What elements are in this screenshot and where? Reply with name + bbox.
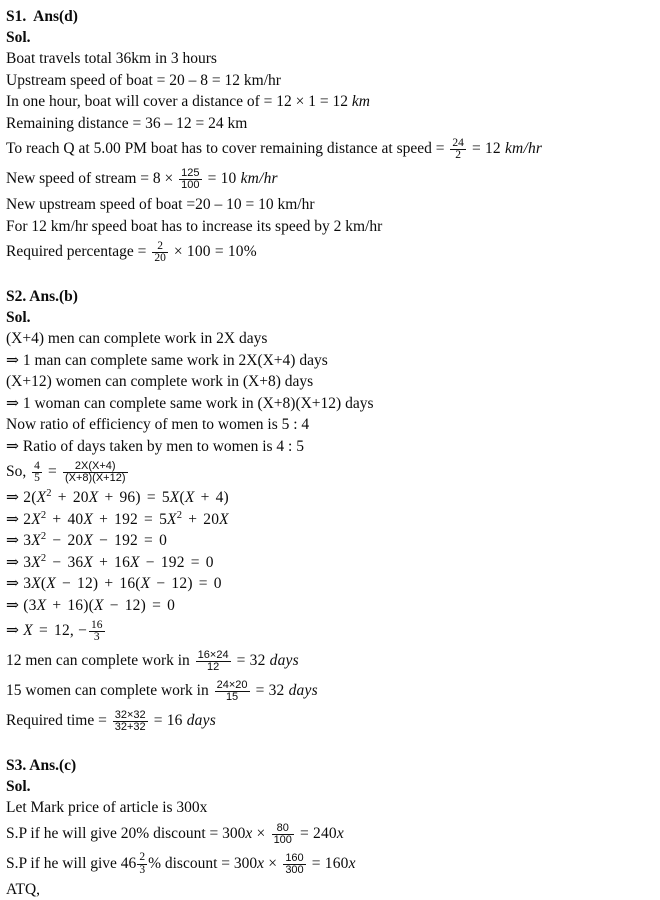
- line-variable: x: [257, 855, 264, 872]
- line-text: ⇒ $3X^2 - 36X + 16X - 192 = 0$: [6, 554, 214, 571]
- line-text: 15 women can complete work in: [6, 682, 213, 699]
- fraction: [152, 241, 168, 265]
- fraction: [196, 650, 231, 673]
- line-text: × 100 = 10%: [170, 243, 257, 260]
- line-text: = 240: [296, 825, 337, 842]
- line-text: =: [44, 463, 61, 480]
- solution-line: Boat travels total 36km in 3 hours: [6, 48, 652, 70]
- line-text: ⇒ X = 12, −: [6, 622, 87, 639]
- fraction: [32, 461, 42, 485]
- fraction-numerator: 2X(X+4): [63, 461, 128, 473]
- fraction-denominator: 3: [89, 632, 105, 644]
- fraction: [450, 138, 466, 162]
- line-text: = 160: [308, 855, 349, 872]
- solution-line: [6, 595, 652, 617]
- line-text: ×: [264, 855, 281, 872]
- section-spacer: [6, 267, 652, 286]
- solution-line: [6, 706, 652, 736]
- fraction-denominator: 100: [179, 180, 201, 191]
- fraction: [179, 168, 201, 191]
- line-unit: days: [187, 712, 216, 729]
- solution-line: [6, 849, 652, 879]
- fraction-denominator: 15: [215, 692, 250, 703]
- solution-heading-s2: S2. Ans.(b): [6, 286, 652, 307]
- solution-line: New upstream speed of boat =20 – 10 = 10 km/hr: [6, 194, 652, 216]
- solution-line: ⇒ 1 man can complete same work in 2X(X+4) days: [6, 350, 652, 372]
- solution-line: [6, 646, 652, 676]
- fraction-numerator: 2: [152, 241, 168, 254]
- solution-line: [6, 573, 652, 595]
- fraction: [63, 461, 128, 484]
- solution-heading-s1: S1. Ans(d): [6, 6, 652, 27]
- fraction: [283, 853, 305, 876]
- line-text: ×: [252, 825, 269, 842]
- sol-label-s2: Sol.: [6, 307, 652, 328]
- fraction-denominator: (X+8)(X+12): [63, 473, 128, 484]
- solution-heading-s3: S3. Ans.(c): [6, 755, 652, 776]
- fraction-numerator: 24: [450, 138, 466, 151]
- fraction-numerator: 2: [137, 852, 147, 865]
- fraction-denominator: 2: [450, 150, 466, 162]
- fraction: [113, 710, 148, 733]
- fraction-numerator: 4: [32, 461, 42, 474]
- line-text: So,: [6, 463, 30, 480]
- solution-line: Now ratio of efficiency of men to women is 5 : 4: [6, 414, 652, 436]
- fraction-denominator: 300: [283, 865, 305, 876]
- fraction-numerator: 125: [179, 168, 201, 180]
- fraction-numerator: 80: [272, 823, 294, 835]
- line-unit: days: [289, 682, 318, 699]
- solution-line: ⇒ Ratio of days taken by men to women is 4 : 5: [6, 436, 652, 458]
- line-text: ⇒ (3X + 16)(X − 12) = 0: [6, 597, 175, 614]
- line-text: 12 men can complete work in: [6, 652, 194, 669]
- line-text: In one hour, boat will cover a distance of = 12 × 1 = 12: [6, 93, 352, 110]
- sol-label-s1: Sol.: [6, 27, 652, 48]
- fraction-numerator: 160: [283, 853, 305, 865]
- solution-line: [6, 164, 652, 194]
- line-text: Required percentage =: [6, 243, 150, 260]
- line-text: To reach Q at 5.00 PM boat has to cover remaining distance at speed =: [6, 140, 448, 157]
- solution-line: [6, 819, 652, 849]
- solution-line: [6, 134, 652, 164]
- solution-line: [6, 487, 652, 509]
- line-text: S.P if he will give 20% discount = 300: [6, 825, 245, 842]
- solution-line: ⇒ 1 woman can complete same work in (X+8)(X+12) days: [6, 393, 652, 415]
- solution-line: [6, 509, 652, 531]
- fraction-denominator: 32+32: [113, 722, 148, 733]
- solution-line: [6, 237, 652, 267]
- mixed-fraction: [137, 852, 147, 876]
- line-unit: km/hr: [241, 170, 278, 187]
- line-text: ⇒ $3X^2 - 20X - 192 = 0$: [6, 532, 167, 549]
- solution-line: (X+12) women can complete work in (X+8) days: [6, 371, 652, 393]
- solution-line: [6, 530, 652, 552]
- line-text: = 12: [468, 140, 505, 157]
- line-text: Required time =: [6, 712, 111, 729]
- fraction-numerator: 24×20: [215, 680, 250, 692]
- fraction: [89, 620, 105, 644]
- fraction-denominator: 12: [196, 662, 231, 673]
- line-unit: km: [352, 93, 370, 110]
- fraction-denominator: 100: [272, 835, 294, 846]
- line-text: = 10: [204, 170, 241, 187]
- solution-line: For 12 km/hr speed boat has to increase its speed by 2 km/hr: [6, 216, 652, 238]
- section-spacer: [6, 736, 652, 755]
- solution-line: Upstream speed of boat = 20 – 8 = 12 km/hr: [6, 70, 652, 92]
- line-variable: x: [337, 825, 344, 842]
- line-text: = 16: [150, 712, 187, 729]
- sol-label-s3: Sol.: [6, 776, 652, 797]
- line-text: = 32: [233, 652, 270, 669]
- fraction-numerator: 16×24: [196, 650, 231, 662]
- line-text: New speed of stream = 8 ×: [6, 170, 177, 187]
- line-text: % discount = 300: [148, 855, 257, 872]
- line-variable: x: [349, 855, 356, 872]
- line-text: ⇒ $2X^2 + 40X + 192 = 5X^2 + 20X$: [6, 511, 229, 528]
- solution-line: ATQ,: [6, 879, 652, 900]
- fraction-denominator: 20: [152, 253, 168, 265]
- solution-line: [6, 91, 652, 113]
- solution-line: Remaining distance = 36 – 12 = 24 km: [6, 113, 652, 135]
- solution-block-s2: [6, 286, 652, 736]
- line-text: ⇒ 3X(X − 12) + 16(X − 12) = 0: [6, 575, 222, 592]
- line-text: S.P if he will give 46: [6, 855, 136, 872]
- solution-line: [6, 552, 652, 574]
- solution-block-s1: [6, 6, 652, 267]
- solution-block-s3: [6, 755, 652, 900]
- solution-line: [6, 457, 652, 487]
- fraction-numerator: 32×32: [113, 710, 148, 722]
- solution-line: (X+4) men can complete work in 2X days: [6, 328, 652, 350]
- solution-line: Let Mark price of article is 300x: [6, 797, 652, 819]
- solution-line: [6, 676, 652, 706]
- line-text: ⇒ $2(X^2 + 20X + 96) = 5X(X + 4)$: [6, 489, 229, 506]
- fraction-denominator: 5: [32, 473, 42, 485]
- solution-line: [6, 616, 652, 646]
- line-unit: km/hr: [505, 140, 542, 157]
- line-text: = 32: [252, 682, 289, 699]
- line-unit: days: [270, 652, 299, 669]
- fraction-numerator: 16: [89, 620, 105, 633]
- fraction-denominator: 3: [137, 865, 147, 877]
- fraction: [272, 823, 294, 846]
- fraction: [215, 680, 250, 703]
- line-variable: x: [245, 825, 252, 842]
